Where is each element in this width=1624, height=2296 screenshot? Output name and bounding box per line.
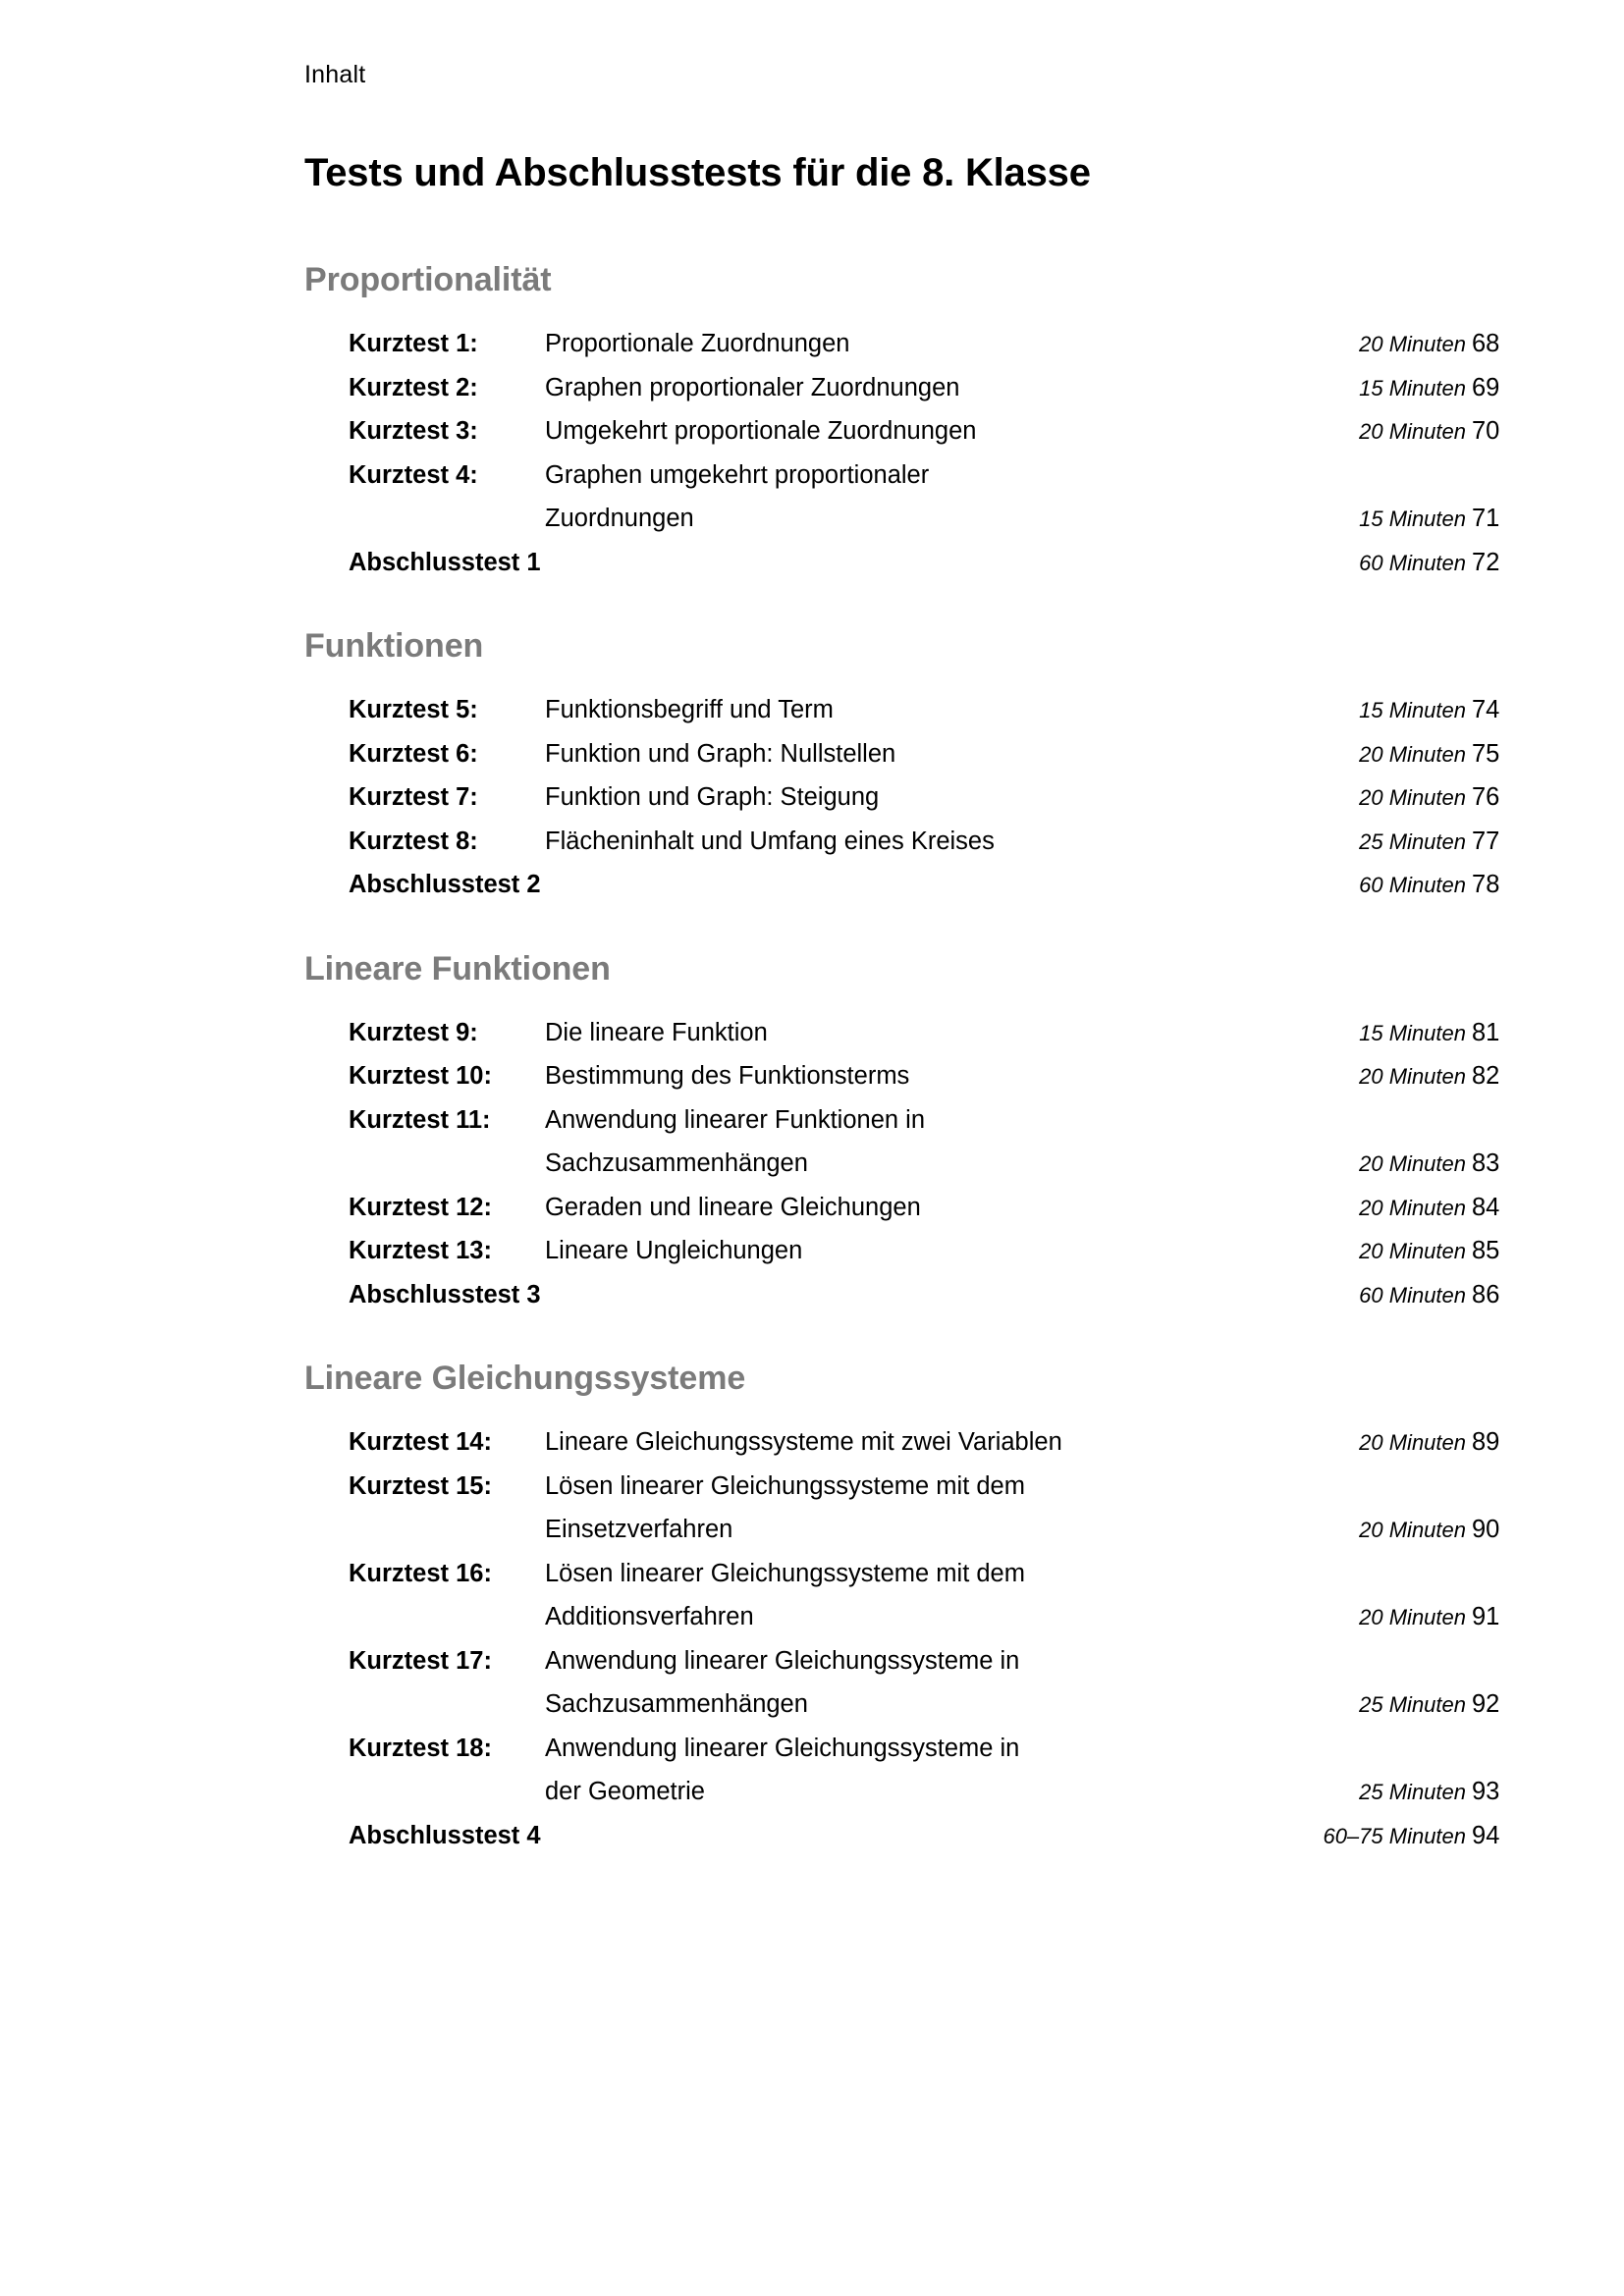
entry-label: Abschlusstest 2 (349, 871, 541, 898)
entry-title: Lineare Gleichungssysteme mit zwei Variablen (545, 1428, 1062, 1456)
entry-title: Geraden und lineare Gleichungen (545, 1193, 921, 1221)
entry-label: Kurztest 17: (349, 1646, 492, 1675)
entry-line (545, 1639, 1624, 1683)
entry-title: Graphen umgekehrt proportionaler (545, 460, 930, 489)
toc-summary-entry[interactable] (0, 1814, 1624, 1858)
entry-page-number: 77 (1472, 827, 1500, 855)
entry-page-number: 94 (1472, 1821, 1500, 1849)
entry-line (545, 454, 1624, 498)
entry-line (545, 1142, 1624, 1186)
entry-title: Funktionsbegriff und Term (545, 696, 834, 723)
entry-page-number: 90 (1472, 1516, 1500, 1543)
toc-summary-entry[interactable] (0, 1273, 1624, 1317)
entry-title: Anwendung linearer Funktionen in (545, 1105, 926, 1134)
entry-duration: 60 Minuten (1359, 873, 1467, 897)
entry-line (545, 1098, 1624, 1143)
toc-entry[interactable] (0, 688, 1624, 732)
entry-lines (545, 1229, 1624, 1273)
entry-page-number: 81 (1472, 1018, 1500, 1046)
entry-duration: 20 Minuten (1359, 332, 1466, 356)
entry-line (545, 366, 1624, 410)
entry-label: Kurztest 16: (349, 1559, 492, 1587)
entry-title: Proportionale Zuordnungen (545, 330, 850, 357)
entry-duration: 60 Minuten (1359, 1282, 1467, 1308)
toc-entry[interactable] (0, 1186, 1624, 1230)
entry-duration: 20 Minuten (1359, 1605, 1466, 1629)
entry-label: Kurztest 3: (349, 417, 478, 445)
entry-lines (900, 1814, 1624, 1858)
entry-duration: 20 Minuten (1359, 1064, 1466, 1089)
entry-title: Sachzusammenhängen (545, 1690, 808, 1718)
entry-duration: 20 Minuten (1359, 419, 1466, 444)
entry-duration: 20 Minuten (1359, 1151, 1466, 1176)
entry-lines (545, 1420, 1624, 1465)
entry-title: Additionsverfahren (545, 1603, 754, 1630)
entry-line (545, 1727, 1624, 1771)
entry-title: Anwendung linearer Gleichungssysteme in (545, 1734, 1020, 1762)
entry-label: Abschlusstest 3 (349, 1280, 541, 1308)
entry-page-number: 86 (1472, 1280, 1500, 1308)
entry-lines (545, 1186, 1624, 1230)
entry-lines (545, 322, 1624, 366)
toc-entry[interactable] (0, 454, 1624, 541)
entry-page-number: 82 (1472, 1062, 1500, 1090)
entry-page-number: 69 (1472, 373, 1500, 401)
toc-entry[interactable] (0, 1011, 1624, 1055)
entry-duration: 15 Minuten (1359, 375, 1466, 400)
entry-title: Bestimmung des Funktionsterms (545, 1062, 910, 1090)
entry-duration: 15 Minuten (1359, 1020, 1466, 1045)
toc-section (0, 263, 1624, 584)
entry-duration: 60–75 Minuten (1323, 1823, 1467, 1848)
toc-entry-list (0, 688, 1624, 907)
toc-section (0, 949, 1624, 1317)
entry-line (545, 820, 1624, 864)
entry-label: Kurztest 4: (349, 460, 478, 489)
toc-entry[interactable] (0, 409, 1624, 454)
entry-label: Kurztest 13: (349, 1237, 492, 1264)
entry-page-number: 92 (1472, 1690, 1500, 1718)
entry-lines (545, 1552, 1624, 1639)
entry-line (545, 1508, 1624, 1552)
toc-entry-list (0, 1011, 1624, 1317)
section-heading: Funktionen (304, 627, 484, 665)
entry-label: Kurztest 6: (349, 739, 478, 768)
entry-label: Kurztest 15: (349, 1471, 492, 1500)
entry-lines (545, 820, 1624, 864)
entry-lines (545, 1465, 1624, 1552)
toc-entry[interactable] (0, 1420, 1624, 1465)
entry-lines (900, 541, 1624, 585)
toc-summary-entry[interactable] (0, 863, 1624, 907)
entry-duration: 25 Minuten (1359, 1780, 1466, 1804)
toc-entry[interactable] (0, 1054, 1624, 1098)
entry-page-number: 89 (1472, 1428, 1500, 1456)
entry-lines (545, 1098, 1624, 1186)
entry-label: Abschlusstest 4 (349, 1821, 541, 1849)
entry-duration: 15 Minuten (1359, 698, 1466, 722)
entry-lines (900, 1273, 1624, 1317)
entry-lines (545, 1054, 1624, 1098)
toc-entry[interactable] (0, 1552, 1624, 1639)
entry-lines (545, 409, 1624, 454)
entry-lines (545, 1011, 1624, 1055)
entry-page-number: 85 (1472, 1237, 1500, 1264)
entry-label: Kurztest 9: (349, 1018, 478, 1046)
entry-page-number: 91 (1472, 1603, 1500, 1630)
entry-title: Graphen proportionaler Zuordnungen (545, 373, 960, 401)
entry-duration: 20 Minuten (1359, 741, 1466, 767)
entry-duration: 25 Minuten (1359, 1692, 1466, 1717)
toc-entry[interactable] (0, 1727, 1624, 1814)
entry-label: Abschlusstest 1 (349, 548, 541, 576)
toc-entry[interactable] (0, 366, 1624, 410)
entry-lines (545, 1639, 1624, 1727)
entry-line (900, 541, 1624, 585)
entry-page-number: 72 (1472, 548, 1500, 576)
entry-title: Umgekehrt proportionale Zuordnungen (545, 417, 977, 445)
entry-label: Kurztest 11: (349, 1105, 491, 1134)
entry-line (545, 1011, 1624, 1055)
entry-page-number: 83 (1472, 1149, 1500, 1177)
entry-lines (545, 775, 1624, 820)
entry-lines (545, 688, 1624, 732)
toc-entry[interactable] (0, 775, 1624, 820)
entry-duration: 20 Minuten (1359, 785, 1466, 810)
entry-label: Kurztest 10: (349, 1062, 492, 1090)
toc-entry[interactable] (0, 732, 1624, 776)
entry-lines (545, 366, 1624, 410)
toc-entry[interactable] (0, 820, 1624, 864)
toc-entry[interactable] (0, 1098, 1624, 1186)
entry-title: Sachzusammenhängen (545, 1149, 808, 1177)
entry-label: Kurztest 8: (349, 827, 478, 855)
entry-duration: 20 Minuten (1359, 1430, 1466, 1455)
entry-page-number: 71 (1472, 505, 1500, 532)
entry-title: Einsetzverfahren (545, 1516, 733, 1543)
entry-label: Kurztest 12: (349, 1193, 492, 1221)
entry-line (545, 1465, 1624, 1509)
entry-line (545, 1229, 1624, 1273)
entry-page-number: 78 (1472, 871, 1500, 898)
page-title: Tests und Abschlusstests für die 8. Klasse (304, 151, 1091, 194)
entry-label: Kurztest 2: (349, 373, 478, 401)
entry-line (900, 1814, 1624, 1858)
entry-duration: 20 Minuten (1359, 1518, 1466, 1542)
entry-lines (545, 454, 1624, 541)
entry-line (545, 1054, 1624, 1098)
entry-line (545, 1186, 1624, 1230)
entry-duration: 20 Minuten (1359, 1195, 1466, 1220)
table-of-contents (0, 263, 1624, 1857)
entry-label: Kurztest 5: (349, 696, 478, 723)
entry-title: Funktion und Graph: Steigung (545, 783, 880, 811)
section-heading: Proportionalität (304, 261, 552, 298)
entry-line (545, 409, 1624, 454)
entry-duration: 20 Minuten (1359, 1239, 1466, 1263)
toc-entry[interactable] (0, 1465, 1624, 1552)
entry-page-number: 68 (1472, 330, 1500, 357)
entry-title: der Geometrie (545, 1778, 705, 1805)
entry-label: Kurztest 14: (349, 1428, 492, 1456)
entry-lines (545, 732, 1624, 776)
entry-line (545, 1552, 1624, 1596)
entry-title: Flächeninhalt und Umfang eines Kreises (545, 827, 995, 855)
entry-line (545, 322, 1624, 366)
entry-lines (900, 863, 1624, 907)
entry-label: Kurztest 18: (349, 1734, 492, 1762)
entry-line (545, 775, 1624, 820)
toc-entry[interactable] (0, 322, 1624, 366)
entry-line (545, 1682, 1624, 1727)
entry-duration: 25 Minuten (1359, 828, 1466, 854)
entry-title: Lineare Ungleichungen (545, 1237, 803, 1264)
entry-title: Lösen linearer Gleichungssysteme mit dem (545, 1471, 1025, 1500)
entry-page-number: 70 (1472, 417, 1500, 445)
entry-page-number: 93 (1472, 1778, 1500, 1805)
toc-summary-entry[interactable] (0, 541, 1624, 585)
section-heading: Lineare Funktionen (304, 949, 611, 988)
entry-page-number: 74 (1472, 696, 1500, 723)
entry-line (545, 1595, 1624, 1639)
toc-section (0, 1362, 1624, 1857)
entry-page-number: 84 (1472, 1193, 1500, 1221)
entry-title: Anwendung linearer Gleichungssysteme in (545, 1646, 1020, 1675)
entry-label: Kurztest 1: (349, 330, 478, 357)
section-heading: Lineare Gleichungssysteme (304, 1360, 746, 1397)
toc-entry[interactable] (0, 1639, 1624, 1727)
entry-line (545, 688, 1624, 732)
entry-page-number: 76 (1472, 783, 1500, 811)
entry-title: Zuordnungen (545, 505, 694, 532)
entry-label: Kurztest 7: (349, 783, 478, 811)
running-header: Inhalt (304, 61, 366, 88)
toc-entry[interactable] (0, 1229, 1624, 1273)
entry-page-number: 75 (1472, 739, 1500, 768)
entry-line (545, 1770, 1624, 1814)
entry-line (900, 863, 1624, 907)
entry-lines (545, 1727, 1624, 1814)
entry-title: Funktion und Graph: Nullstellen (545, 739, 896, 768)
entry-duration: 60 Minuten (1359, 550, 1467, 575)
toc-entry-list (0, 1420, 1624, 1857)
entry-line (545, 732, 1624, 776)
entry-duration: 15 Minuten (1359, 507, 1466, 531)
entry-title: Lösen linearer Gleichungssysteme mit dem (545, 1559, 1025, 1587)
entry-line (545, 1420, 1624, 1465)
toc-section (0, 629, 1624, 907)
entry-line (900, 1273, 1624, 1317)
toc-entry-list (0, 322, 1624, 584)
entry-line (545, 497, 1624, 541)
entry-title: Die lineare Funktion (545, 1018, 768, 1046)
